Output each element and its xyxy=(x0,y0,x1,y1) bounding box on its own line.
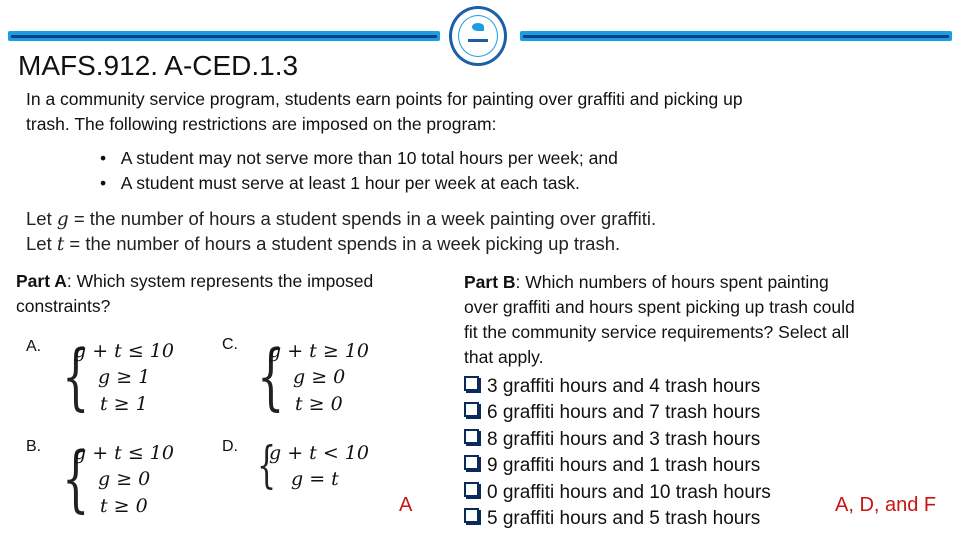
eq: g + t ≥ 10 xyxy=(269,340,369,362)
header-rule-right xyxy=(520,31,952,41)
choice-label: 0 graffiti hours and 10 trash hours xyxy=(487,481,771,503)
eq: t ≥ 1 xyxy=(100,393,148,415)
eq: g ≥ 0 xyxy=(98,468,151,490)
choice-label: 5 graffiti hours and 5 trash hours xyxy=(487,508,761,529)
choice-item[interactable] xyxy=(464,429,760,451)
choice-label: 6 graffiti hours and 7 trash hours xyxy=(487,402,761,424)
checkbox-icon[interactable] xyxy=(464,402,479,417)
var: t xyxy=(56,234,65,255)
option-letter: B. xyxy=(26,438,42,455)
eq: t ≥ 0 xyxy=(295,393,343,415)
option-letter: C. xyxy=(222,336,238,353)
var: g xyxy=(56,209,69,230)
q-text: : Which system represents the imposed xyxy=(66,271,374,291)
intro-line: In a community service program, students earn points for painting over graffiti and picking up xyxy=(26,89,743,109)
part-a-label: Part A xyxy=(16,271,67,291)
choice-label: 9 graffiti hours and 1 trash hours xyxy=(487,455,761,477)
part-a-question xyxy=(16,271,373,292)
bullet-text: A student must serve at least 1 hour per week at each task. xyxy=(120,173,580,193)
eq: g + t ≤ 10 xyxy=(74,340,174,362)
option-letter: D. xyxy=(222,438,238,455)
checkbox-icon[interactable] xyxy=(464,455,479,470)
choice-label: 3 graffiti hours and 4 trash hours xyxy=(487,376,761,397)
checkbox-icon[interactable] xyxy=(464,508,479,523)
eq: t ≥ 0 xyxy=(100,495,148,517)
let-text: Let xyxy=(26,233,57,254)
choice-item[interactable] xyxy=(464,376,760,398)
part-a-answer: A xyxy=(399,494,413,516)
part-b-label: Part B xyxy=(464,272,516,292)
bullet: • A student may not serve more than 10 total hours per week; and xyxy=(100,148,618,168)
slide: MAFS.912. A-CED.1.3 In a community service program, students earn points for painting over graffiti and picking up trash. The following restrictions are imposed on the program: • A student may not serve more than 10 total hours per week; and • A student must serve at least 1 hour per week at each task. Let g = the number of hours a student spends in a week painting over graffiti. Let t = the number of hours a student spends in a week picking up trash. Part A: Which system represents the imposed constraints? A. { g + t ≤ 10 g ≥ 1 t ≥ 1 B. { g + t ≤ 10 g ≥ 0 t ≥ 0 C. { g + t ≥ 10 g ≥ 0 t ≥ 0 D. { g + t < 10 g = t A Part B: Which numbers of hours spent painting over graffiti and hours spent picking up trash could fit the community service requirements? Select all that apply. 3 graffiti hours and 4 trash hours 6 graffiti hours and 7 trash hours 8 graffiti hours and 3 trash hours 9 graffiti hours and 1 trash hours 0 graffiti hours and 10 trash hours 5 graffiti hours and 5 trash hours A, D, and F xyxy=(0,0,960,540)
let-line xyxy=(26,233,620,255)
choice-label: 8 graffiti hours and 3 trash hours xyxy=(487,428,761,450)
choice-item[interactable] xyxy=(464,508,760,530)
part-a-question-cont: constraints? xyxy=(16,296,111,316)
choice-item[interactable] xyxy=(464,482,771,504)
part-b-answer: A, D, and F xyxy=(835,494,937,516)
eq: g + t ≤ 10 xyxy=(74,442,174,464)
let-text: Let xyxy=(26,208,57,229)
checkbox-icon[interactable] xyxy=(464,376,479,391)
q-text: : Which numbers of hours spent painting xyxy=(515,272,829,292)
checkbox-icon[interactable] xyxy=(464,482,479,497)
part-b-question-cont: over graffiti and hours spent picking up trash could xyxy=(464,297,855,317)
eq: g ≥ 1 xyxy=(98,366,151,388)
option-letter: A. xyxy=(26,338,42,355)
let-line xyxy=(26,208,656,230)
page-title: MAFS.912. A-CED.1.3 xyxy=(18,50,299,81)
bullet: • A student must serve at least 1 hour per week at each task. xyxy=(100,173,580,193)
eq: g + t < 10 xyxy=(269,442,369,464)
header-rule-left xyxy=(8,31,440,41)
part-b-question xyxy=(464,272,829,293)
school-logo xyxy=(449,6,507,66)
intro-line: trash. The following restrictions are imposed on the program: xyxy=(26,114,497,134)
bullet-text: A student may not serve more than 10 total hours per week; and xyxy=(120,148,618,168)
let-text: = the number of hours a student spends in a week painting over graffiti. xyxy=(68,208,657,229)
part-b-question-cont: that apply. xyxy=(464,347,544,367)
eq: g = t xyxy=(291,468,339,490)
let-text: = the number of hours a student spends in a week picking up trash. xyxy=(64,233,621,254)
choice-item[interactable] xyxy=(464,455,760,477)
checkbox-icon[interactable] xyxy=(464,429,479,444)
choice-item[interactable] xyxy=(464,402,760,424)
eq: g ≥ 0 xyxy=(293,366,346,388)
part-b-question-cont: fit the community service requirements? Select all xyxy=(464,322,850,342)
